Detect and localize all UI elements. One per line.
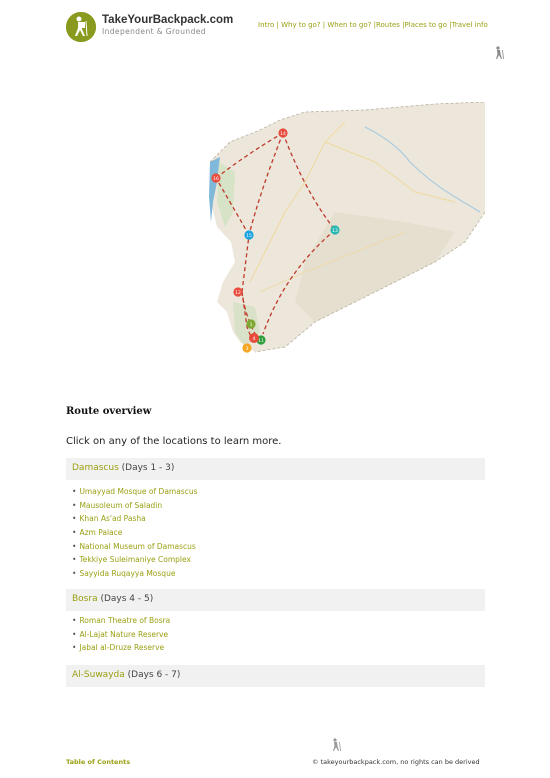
svg-text:13: 13: [332, 229, 338, 234]
days-range: (Days 4 - 5): [97, 594, 154, 604]
place-item[interactable]: • Roman Theatre of Bosra: [72, 616, 171, 625]
places-list-damascus: [72, 485, 198, 581]
city-link-bosra[interactable]: Bosra: [72, 594, 98, 604]
nav-link-when-to-go[interactable]: When to go?: [327, 21, 372, 29]
map-marker[interactable]: [211, 173, 220, 182]
place-item[interactable]: • Sayyida Ruqayya Mosque: [72, 569, 176, 579]
svg-text:12: 12: [235, 291, 241, 296]
map-marker[interactable]: [249, 333, 259, 343]
hiker-icon: [330, 737, 342, 756]
svg-text:4: 4: [252, 337, 256, 342]
svg-text:15: 15: [246, 234, 252, 239]
city-link-damascus[interactable]: Damascus: [72, 463, 119, 473]
hiker-icon: [493, 45, 505, 64]
svg-text:14: 14: [280, 132, 286, 137]
place-item[interactable]: • Al-Lajat Nature Reserve: [72, 629, 169, 639]
brand-name[interactable]: TakeYourBackpack.com: [102, 14, 234, 26]
nav-link-intro[interactable]: Intro: [258, 21, 275, 29]
map-marker[interactable]: [242, 343, 251, 352]
days-range: (Days 1 - 3): [118, 463, 175, 473]
place-item[interactable]: • Khan As'ad Pasha: [72, 514, 146, 524]
map-marker[interactable]: [246, 319, 255, 328]
place-item[interactable]: • Umayyad Mosque of Damascus: [72, 487, 198, 496]
brand-tagline: Independent & Grounded: [102, 27, 206, 36]
places-list-bosra: [72, 614, 170, 655]
place-item[interactable]: • National Museum of Damascus: [72, 541, 196, 551]
svg-text:16: 16: [213, 177, 219, 182]
route-map[interactable]: [205, 102, 485, 358]
nav-link-routes[interactable]: Routes: [375, 21, 400, 29]
route-section-bosra: [66, 589, 485, 611]
city-link-al-suwayda[interactable]: Al-Suwayda: [72, 670, 125, 680]
place-item[interactable]: • Tekkiye Suleimaniye Complex: [72, 555, 191, 565]
nav-link-why-to-go[interactable]: Why to go?: [281, 21, 321, 29]
svg-text:11: 11: [258, 339, 264, 344]
route-section-al-suwayda: [66, 665, 485, 687]
map-marker[interactable]: [244, 230, 253, 239]
place-item[interactable]: • Mausoleum of Saladin: [72, 500, 163, 510]
map-marker[interactable]: [330, 225, 339, 234]
map-marker[interactable]: [233, 287, 242, 296]
place-item[interactable]: • Jabal al-Druze Reserve: [72, 643, 165, 653]
svg-text:3: 3: [245, 347, 249, 352]
svg-text:1: 1: [249, 323, 253, 328]
route-overview-heading: Route overview: [66, 406, 152, 417]
copyright-text: © takeyourbackpack.com, no rights can be derived: [312, 758, 480, 766]
nav-link-places-to-go[interactable]: Places to go: [404, 21, 447, 29]
table-of-contents-link[interactable]: Table of Contents: [66, 758, 131, 766]
days-range: (Days 6 - 7): [124, 670, 181, 680]
place-item[interactable]: • Azm Palace: [72, 528, 123, 538]
nav-link-travel-info[interactable]: Travel info: [451, 21, 488, 29]
map-marker[interactable]: [278, 128, 287, 137]
logo-icon[interactable]: [66, 12, 96, 42]
route-section-damascus: [66, 458, 485, 480]
top-nav: Intro | Why to go? | When to go? |Routes |Places to go |Travel info: [258, 21, 488, 29]
route-overview-subtitle: Click on any of the locations to learn more.: [66, 436, 282, 447]
